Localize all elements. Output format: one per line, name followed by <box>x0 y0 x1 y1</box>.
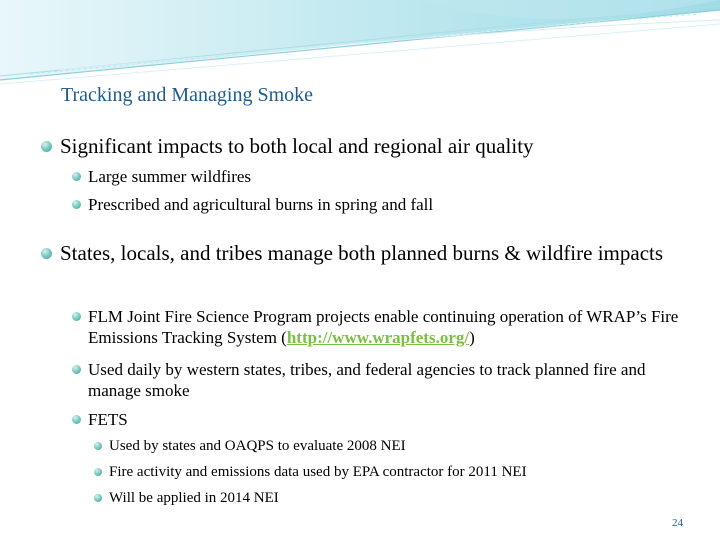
bullet-text: Will be applied in 2014 NEI <box>109 490 279 506</box>
bullet-text: Used daily by western states, tribes, and federal agencies to track planned fire and manage smoke <box>88 360 646 400</box>
bullet-dot-icon <box>41 141 52 152</box>
sub-bullet-fets <box>88 409 688 430</box>
bullet-dot-icon <box>94 442 102 450</box>
bullet-dot-icon <box>72 365 81 374</box>
bullet-text: Large summer wildfires <box>88 167 252 186</box>
bullet-text: FETS <box>88 410 128 429</box>
bullet-text: Significant impacts to both local and regional air quality <box>60 134 534 158</box>
bullet-text-close: ) <box>469 328 475 347</box>
bullet-text: Used by states and OAQPS to evaluate 2008 NEI <box>109 438 406 454</box>
bullet-dot-icon <box>72 415 81 424</box>
bullet-text: Fire activity and emissions data used by EPA contractor for 2011 NEI <box>109 464 527 480</box>
bullet-dot-icon <box>72 200 81 209</box>
page-number: 24 <box>672 517 683 529</box>
wrapfets-link[interactable]: http://www.wrapfets.org/ <box>286 328 470 347</box>
sub-bullet-large-wildfires <box>88 166 688 187</box>
sub-sub-bullet-2008-nei <box>109 437 689 456</box>
sub-bullet-flm-jfsp <box>88 306 688 348</box>
bullet-text: Prescribed and agricultural burns in spring and fall <box>88 195 434 214</box>
sub-bullet-used-daily <box>88 359 688 401</box>
bullet-dot-icon <box>94 468 102 476</box>
bullet-dot-icon <box>41 248 52 259</box>
bullet-significant-impacts <box>60 134 700 158</box>
bullet-dot-icon <box>72 172 81 181</box>
bullet-dot-icon <box>94 494 102 502</box>
bullet-states-manage <box>60 241 690 265</box>
sub-sub-bullet-2011-nei <box>109 463 689 482</box>
bullet-text: States, locals, and tribes manage both planned burns & wildfire impacts <box>60 241 664 265</box>
header-wave-banner <box>0 0 720 90</box>
slide-title: Tracking and Managing Smoke <box>61 84 314 106</box>
sub-bullet-prescribed-burns <box>88 194 688 215</box>
sub-sub-bullet-2014-nei <box>109 489 689 508</box>
bullet-text: FLM Joint Fire Science Program projects enable continuing operation of WRAP’s Fire Emissions Tracking System ( <box>88 307 679 347</box>
bullet-dot-icon <box>72 312 81 321</box>
